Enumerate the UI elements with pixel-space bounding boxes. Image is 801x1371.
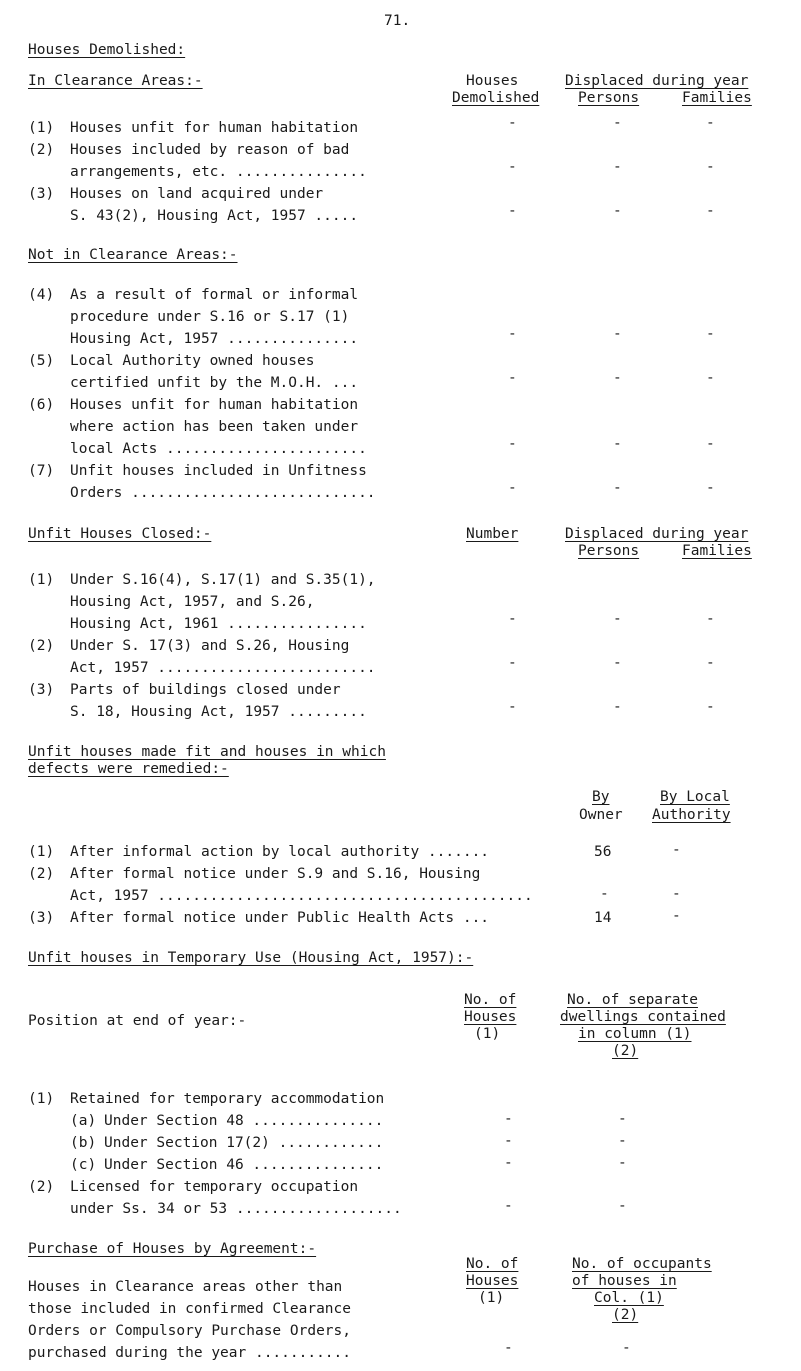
col-col1-label: Col. (1): [594, 1290, 664, 1306]
purchase-text: Houses in Clearance areas other than: [28, 1279, 343, 1295]
value-dash: -: [613, 655, 622, 671]
value-dash: -: [706, 611, 715, 627]
item-text: After informal action by local authority .......: [70, 844, 490, 860]
item-text: Housing Act, 1957, and S.26,: [70, 594, 315, 610]
item-text: where action has been taken under: [70, 419, 359, 435]
col-persons-label: Persons: [578, 90, 640, 106]
item-text: Housing Act, 1961 ................: [70, 616, 367, 632]
purchase-text: Orders or Compulsory Purchase Orders,: [28, 1323, 352, 1339]
purchase-text: those included in confirmed Clearance: [28, 1301, 352, 1317]
item-number: (4): [28, 287, 55, 303]
item-text: Houses included by reason of bad: [70, 142, 350, 158]
remedied-heading: defects were remedied:-: [28, 761, 229, 777]
item-number: (3): [28, 186, 55, 202]
value-dash: -: [706, 436, 715, 452]
value-dash: -: [508, 699, 517, 715]
value-dash: -: [613, 203, 622, 219]
item-text: Retained for temporary accommodation: [70, 1091, 385, 1107]
value-dash: -: [504, 1340, 513, 1356]
value-dash: -: [508, 436, 517, 452]
item-text: Houses unfit for human habitation: [70, 120, 359, 136]
col-number-label: (1): [478, 1290, 505, 1306]
item-number: (2): [28, 866, 55, 882]
position-label: Position at end of year:-: [28, 1013, 247, 1029]
value-dash: -: [706, 115, 715, 131]
item-text: Licensed for temporary occupation: [70, 1179, 359, 1195]
value-dash: -: [613, 370, 622, 386]
value-dash: -: [706, 370, 715, 386]
value-dash: -: [618, 1155, 627, 1171]
page-number: 71.: [384, 13, 411, 29]
item-text: Act, 1957 .........................: [70, 660, 376, 676]
item-text: Under Section 17(2) ............: [104, 1135, 384, 1151]
col-number-label: (2): [612, 1307, 639, 1323]
col-persons-label: Persons: [578, 543, 640, 559]
col-demolished-label: Demolished: [452, 90, 540, 106]
value-dash: -: [618, 1133, 627, 1149]
col-houses-label: Houses: [466, 1273, 519, 1289]
item-text: Under Section 46 ...............: [104, 1157, 384, 1173]
value-dash: -: [613, 115, 622, 131]
col-occupants-label: No. of occupants: [572, 1256, 712, 1272]
item-number: (a): [70, 1113, 97, 1129]
value-dash: -: [504, 1198, 513, 1214]
owner-value: 56: [594, 844, 612, 860]
col-houses-label: Houses: [466, 73, 519, 89]
item-text: certified unfit by the M.O.H. ...: [70, 375, 359, 391]
item-text: Unfit houses included in Unfitness: [70, 463, 367, 479]
item-number: (6): [28, 397, 55, 413]
value-dash: -: [706, 655, 715, 671]
item-text: under Ss. 34 or 53 ...................: [70, 1201, 402, 1217]
la-value: -: [672, 908, 681, 924]
item-number: (3): [28, 682, 55, 698]
value-dash: -: [613, 480, 622, 496]
value-dash: -: [622, 1340, 631, 1356]
value-dash: -: [613, 326, 622, 342]
item-number: (2): [28, 638, 55, 654]
value-dash: -: [618, 1198, 627, 1214]
item-text: S. 43(2), Housing Act, 1957 .....: [70, 208, 359, 224]
col-number-label: Number: [466, 526, 519, 542]
value-dash: -: [504, 1133, 513, 1149]
value-dash: -: [706, 480, 715, 496]
col-families-label: Families: [682, 543, 752, 559]
value-dash: -: [508, 159, 517, 175]
item-number: (5): [28, 353, 55, 369]
col-in-column-label: in column (1): [578, 1026, 692, 1042]
item-text: local Acts .......................: [70, 441, 367, 457]
item-number: (1): [28, 572, 55, 588]
item-text: Under Section 48 ...............: [104, 1113, 384, 1129]
item-text: Local Authority owned houses: [70, 353, 315, 369]
item-number: (1): [28, 844, 55, 860]
item-number: (1): [28, 120, 55, 136]
item-number: (3): [28, 910, 55, 926]
item-text: Act, 1957 ...........................................: [70, 888, 533, 904]
item-text: Houses unfit for human habitation: [70, 397, 359, 413]
col-no-of-label: No. of: [464, 992, 517, 1008]
item-number: (2): [28, 142, 55, 158]
value-dash: -: [613, 611, 622, 627]
la-value: -: [672, 842, 681, 858]
value-dash: -: [508, 655, 517, 671]
item-number: (2): [28, 1179, 55, 1195]
temporary-heading: Unfit houses in Temporary Use (Housing Act, 1957):-: [28, 950, 474, 966]
col-by-owner-label: Owner: [579, 807, 623, 823]
value-dash: -: [706, 699, 715, 715]
item-text: Houses on land acquired under: [70, 186, 324, 202]
value-dash: -: [508, 480, 517, 496]
col-separate-label: No. of separate: [567, 992, 698, 1008]
item-text: As a result of formal or informal: [70, 287, 359, 303]
col-number-label: (2): [612, 1043, 639, 1059]
value-dash: -: [706, 159, 715, 175]
value-dash: -: [613, 699, 622, 715]
col-no-of-label: No. of: [466, 1256, 519, 1272]
value-dash: -: [508, 326, 517, 342]
owner-value: -: [600, 886, 609, 902]
not-clearance-heading: Not in Clearance Areas:-: [28, 247, 238, 263]
value-dash: -: [613, 159, 622, 175]
col-number-label: (1): [474, 1026, 501, 1042]
item-text: Orders ............................: [70, 485, 376, 501]
item-text: arrangements, etc. ...............: [70, 164, 367, 180]
page-title: Houses Demolished:: [28, 42, 186, 58]
value-dash: -: [508, 370, 517, 386]
item-number: (7): [28, 463, 55, 479]
item-text: Under S. 17(3) and S.26, Housing: [70, 638, 350, 654]
item-text: procedure under S.16 or S.17 (1): [70, 309, 350, 325]
col-by-la-label: By Local: [660, 789, 730, 805]
col-families-label: Families: [682, 90, 752, 106]
purchase-heading: Purchase of Houses by Agreement:-: [28, 1241, 317, 1257]
item-number: (1): [28, 1091, 55, 1107]
value-dash: -: [508, 611, 517, 627]
clearance-heading: In Clearance Areas:-: [28, 73, 203, 89]
col-houses-in-label: of houses in: [572, 1273, 677, 1289]
item-text: Housing Act, 1957 ...............: [70, 331, 359, 347]
item-text: Under S.16(4), S.17(1) and S.35(1),: [70, 572, 376, 588]
item-text: Parts of buildings closed under: [70, 682, 341, 698]
item-text: After formal notice under S.9 and S.16, Housing: [70, 866, 481, 882]
item-text: After formal notice under Public Health Acts ...: [70, 910, 490, 926]
value-dash: -: [618, 1111, 627, 1127]
value-dash: -: [508, 203, 517, 219]
item-number: (b): [70, 1135, 97, 1151]
la-value: -: [672, 886, 681, 902]
col-by-la-label: Authority: [652, 807, 731, 823]
value-dash: -: [706, 326, 715, 342]
purchase-text: purchased during the year ...........: [28, 1345, 352, 1361]
col-displaced-label: Displaced during year: [565, 526, 749, 542]
remedied-heading: Unfit houses made fit and houses in which: [28, 744, 386, 760]
value-dash: -: [613, 436, 622, 452]
value-dash: -: [504, 1155, 513, 1171]
item-text: S. 18, Housing Act, 1957 .........: [70, 704, 367, 720]
col-by-owner-label: By: [592, 789, 610, 805]
col-houses-label: Houses: [464, 1009, 517, 1025]
value-dash: -: [504, 1111, 513, 1127]
value-dash: -: [508, 115, 517, 131]
col-displaced-label: Displaced during year: [565, 73, 749, 89]
item-number: (c): [70, 1157, 97, 1173]
col-dwellings-label: dwellings contained: [560, 1009, 726, 1025]
owner-value: 14: [594, 910, 612, 926]
closed-heading: Unfit Houses Closed:-: [28, 526, 212, 542]
value-dash: -: [706, 203, 715, 219]
